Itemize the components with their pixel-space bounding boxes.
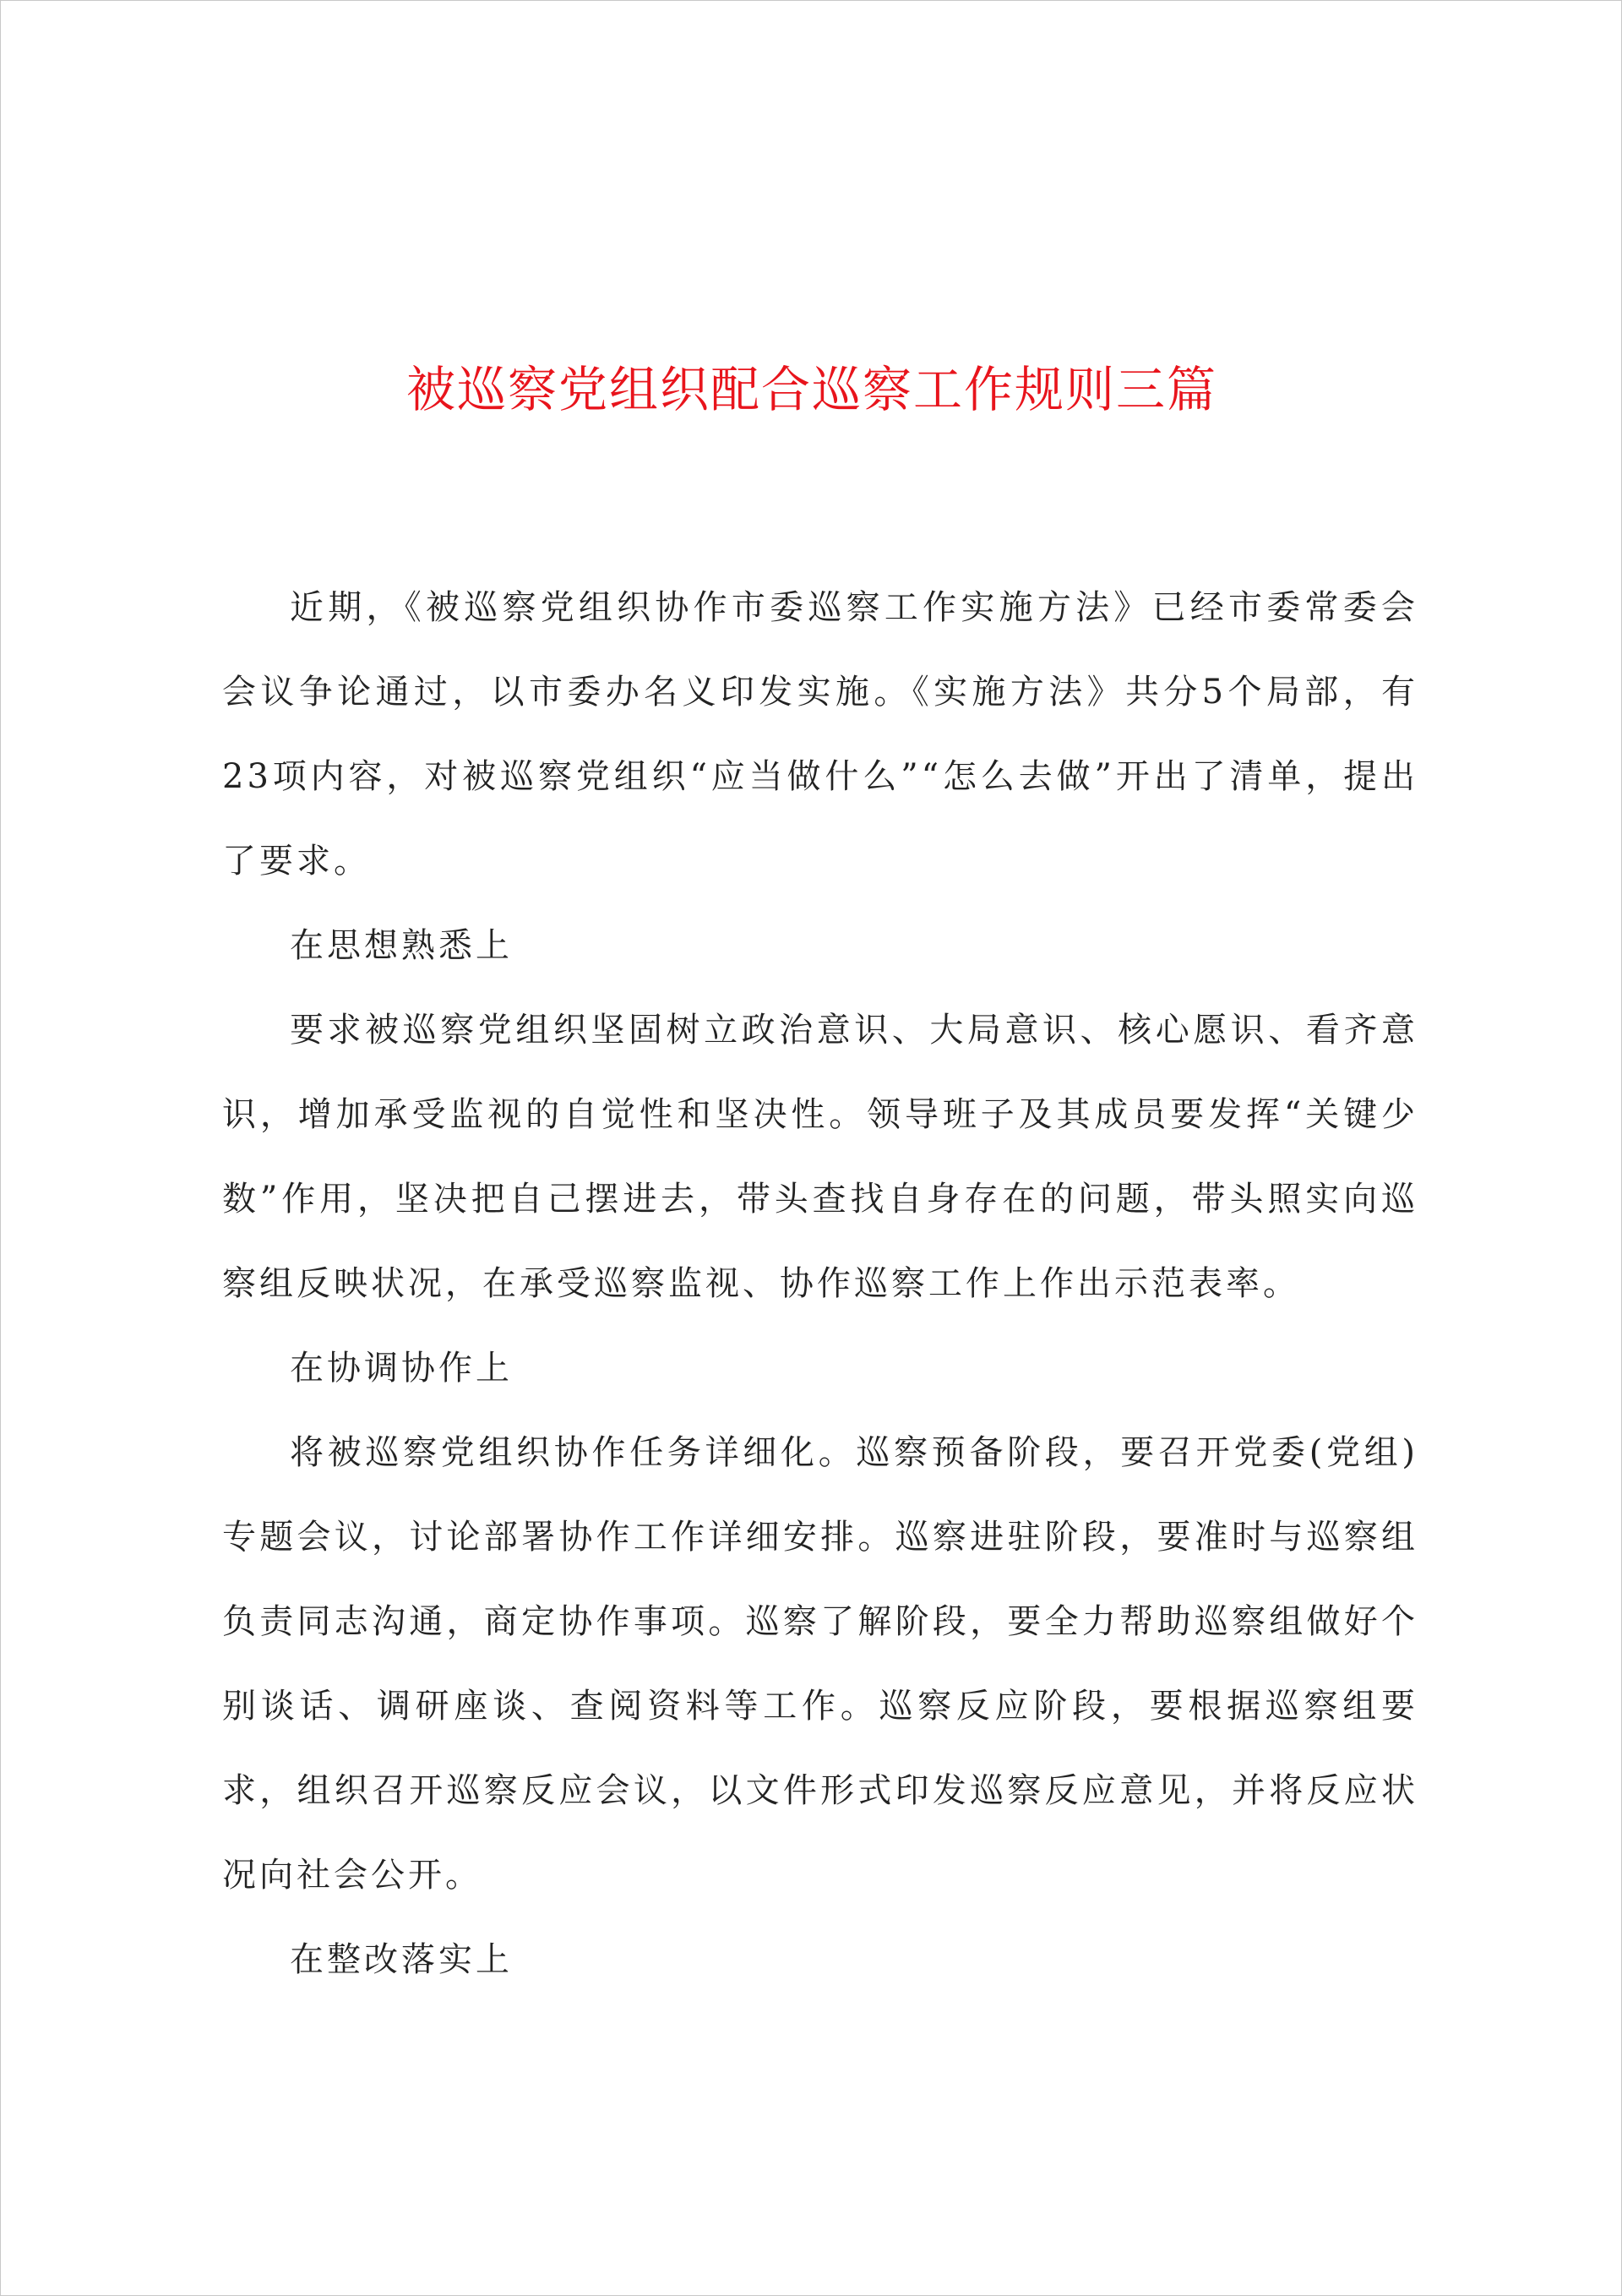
document-title: 被巡察党组织配合巡察工作规则三篇 bbox=[406, 361, 1217, 418]
section-heading-thinking: 在思想熟悉上 bbox=[290, 926, 513, 965]
section-heading-coordination: 在协调协作上 bbox=[290, 1349, 513, 1388]
document-body bbox=[222, 565, 1418, 2002]
paragraph-coordination: 将被巡察党组织协作任务详细化。巡察预备阶段，要召开党委(党组)专题会议，讨论部署协作工作详细安排。巡察进驻阶段，要准时与巡察组负责同志沟通，商定协作事项。巡察了解阶段，要全力帮助巡察组做好个别谈话、调研座谈、查阅资料等工作。巡察反应阶段，要根据巡察组要求，组织召开巡察反应会议，以文件形式印发巡察反应意见，并将反应状况向社会公开。 bbox=[222, 1433, 1418, 1895]
paragraph-thinking: 要求被巡察党组织坚固树立政治意识、大局意识、核心愿识、看齐意识，增加承受监视的自觉性和坚决性。领导班子及其成员要发挥“关键少数”作用，坚决把自己摆进去，带头查找自身存在的问题，带头照实向巡察组反映状况，在承受巡察监视、协作巡察工作上作出示范表率。 bbox=[222, 1011, 1418, 1303]
paragraph-intro: 近期，《被巡察党组织协作市委巡察工作实施方法》已经市委常委会会议争论通过，以市委办名义印发实施。《实施方法》共分5个局部，有23项内容，对被巡察党组织“应当做什么”“怎么去做”开出了清单，提出了要求。 bbox=[222, 588, 1418, 881]
section-heading-rectification: 在整改落实上 bbox=[290, 1940, 513, 1979]
